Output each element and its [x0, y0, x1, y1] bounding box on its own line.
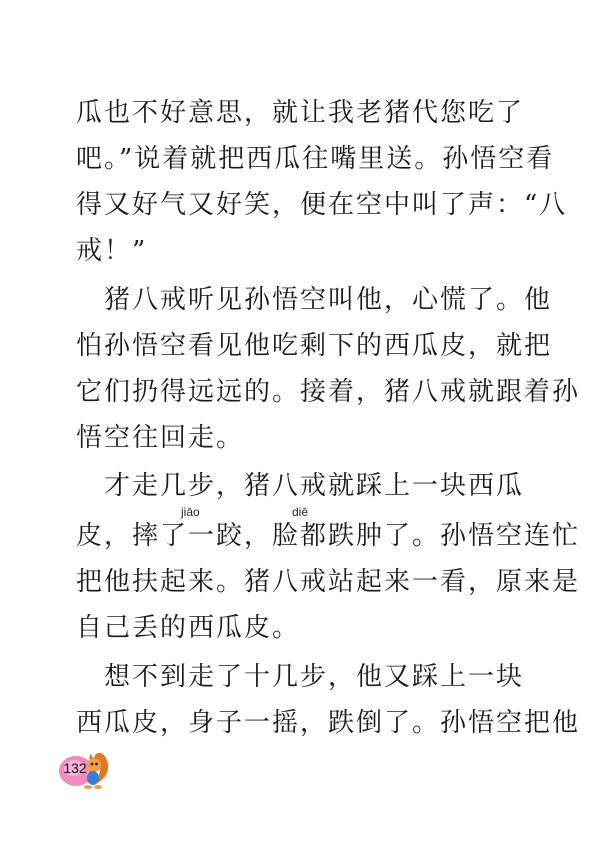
text-line: 猪八戒听见孙悟空叫他，心慌了。他: [76, 285, 553, 315]
text-line: 它们扔得远远的。接着，猪八戒就跟着孙: [76, 377, 581, 407]
text-line: 才走几步，猪八戒就踩上一块西瓜: [76, 471, 525, 501]
text-line: 自己丢的西瓜皮。: [76, 613, 301, 643]
pinyin-annotation: jiāo: [181, 505, 200, 519]
text-line: 皮，摔了一跤，脸都跌肿了。孙悟空连忙: [76, 521, 581, 551]
text-line: 悟空往回走。: [76, 423, 245, 453]
text-line: 把他扶起来。猪八戒站起来一看，原来是: [76, 567, 581, 597]
text-line: 得又好气又好笑，便在空中叫了声：“八: [76, 190, 568, 220]
text-line: 怕孙悟空看见他吃剩下的西瓜皮，就把: [76, 331, 553, 361]
text-line: 想不到走了十几步，他又踩上一块: [76, 662, 525, 692]
pinyin-annotation: diē: [292, 505, 309, 519]
text-line: 西瓜皮，身子一摇，跌倒了。孙悟空把他: [76, 708, 581, 738]
page-number: 132: [63, 760, 87, 776]
text-line: 瓜也不好意思，就让我老猪代您吃了: [76, 98, 525, 128]
text-line: 戒！”: [76, 236, 148, 266]
text-line: 吧。”说着就把西瓜往嘴里送。孙悟空看: [76, 144, 555, 174]
